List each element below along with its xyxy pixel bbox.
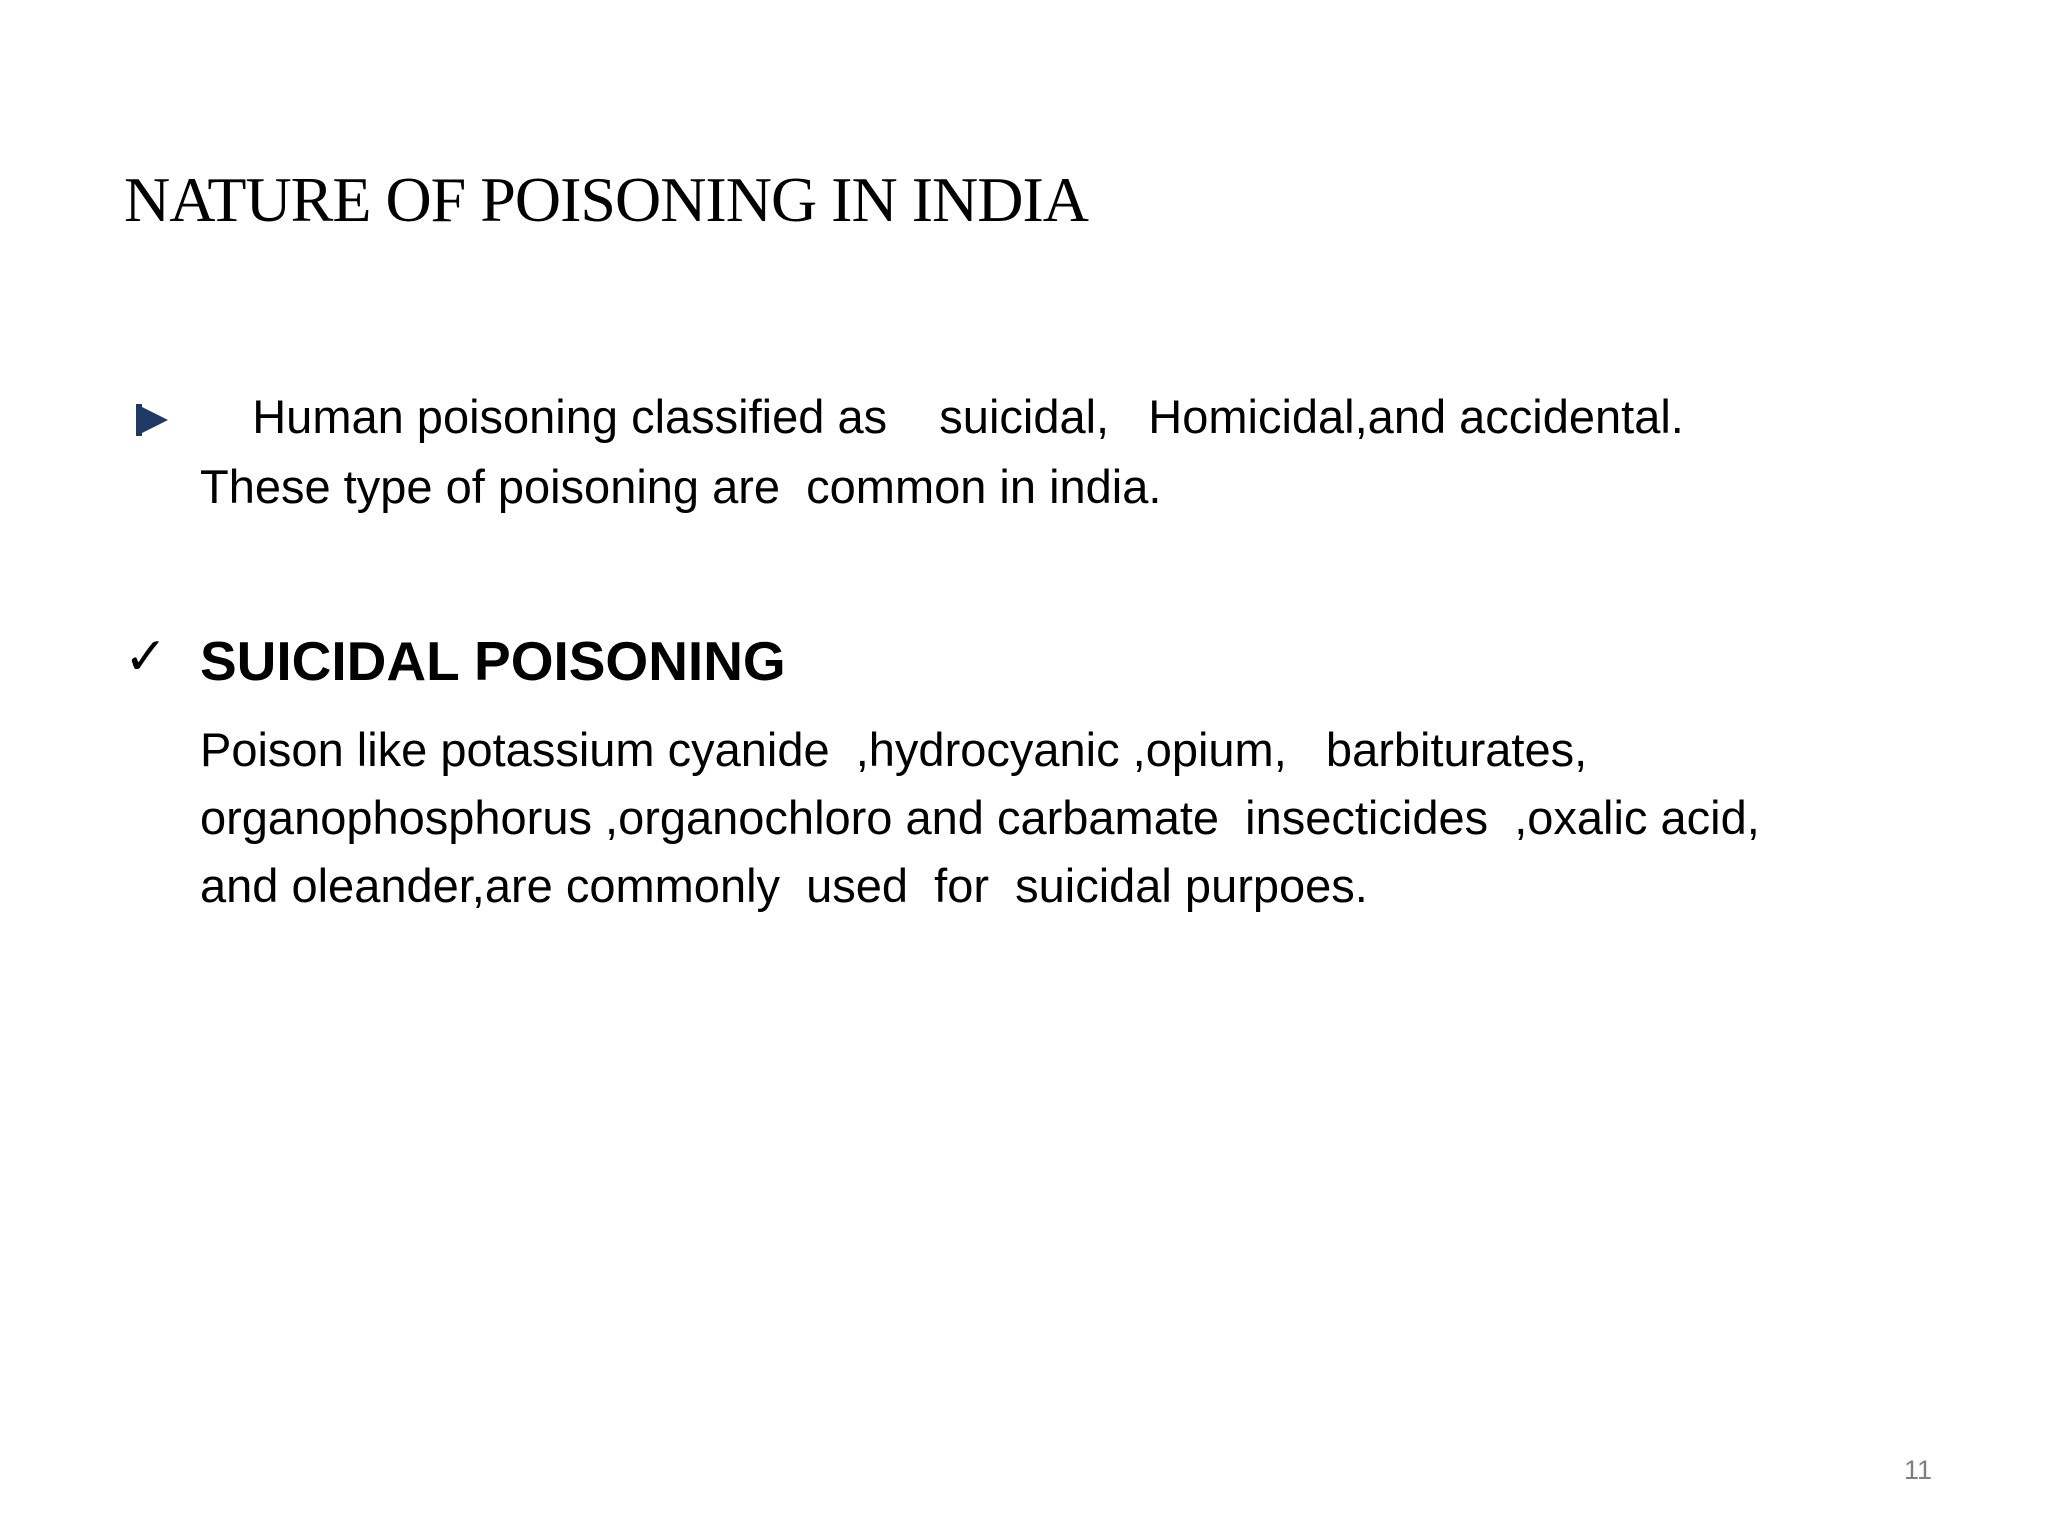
intro-line: These type of poisoning are common in india.: [200, 460, 1162, 513]
intro-paragraph: [200, 382, 1960, 522]
intro-line: Human poisoning classified as suicidal, Homicidal,and accidental.: [200, 390, 1684, 443]
slide-title: NATURE OF POISONING IN INDIA: [124, 164, 1088, 235]
section-line: Poison like potassium cyanide ,hydrocyanic ,opium, barbiturates,: [200, 723, 1588, 776]
section-line: and oleander,are commonly used for suicidal purpoes.: [200, 859, 1368, 912]
section-line: organophosphorus ,organochloro and carbamate insecticides ,oxalic acid,: [200, 791, 1760, 844]
section-paragraph: [200, 716, 1980, 920]
section-heading: SUICIDAL POISONING: [200, 630, 786, 692]
check-mark-icon: ✓: [124, 627, 168, 687]
triangle-arrow-bullet-icon: [134, 402, 170, 438]
page-number: 11: [1903, 1455, 1932, 1485]
